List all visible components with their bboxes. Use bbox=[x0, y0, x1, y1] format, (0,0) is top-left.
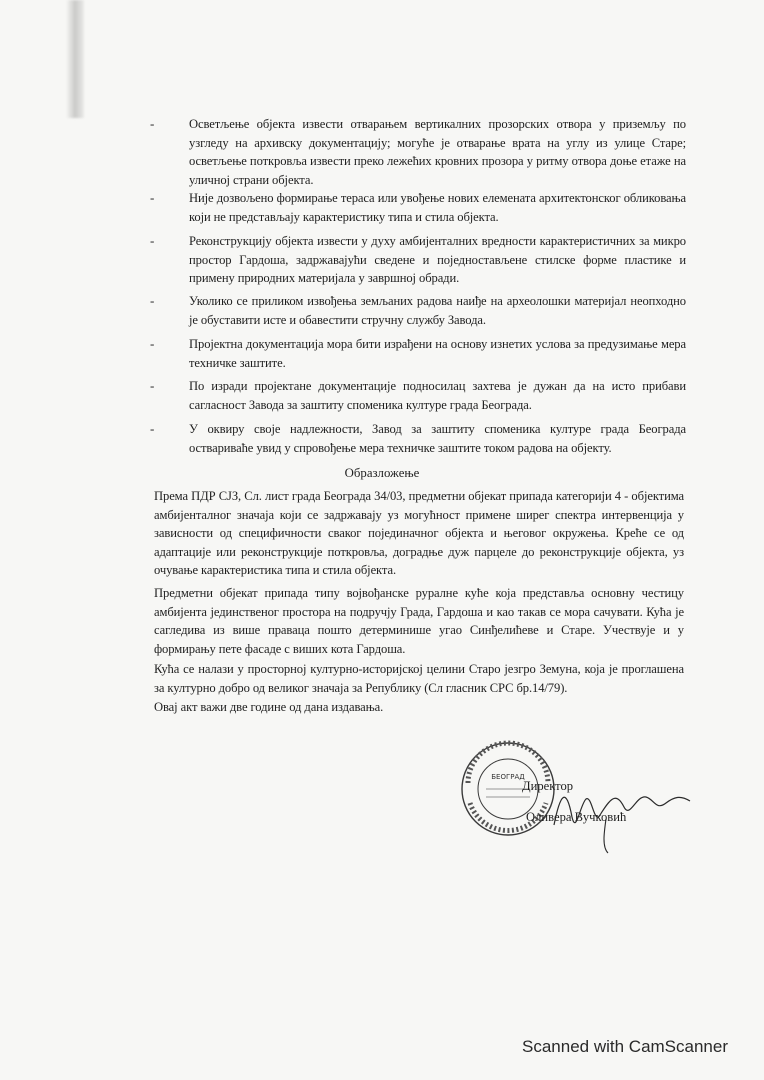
signatory-title: Директор bbox=[522, 779, 574, 793]
condition-item bbox=[150, 292, 686, 329]
condition-item bbox=[150, 189, 686, 226]
condition-text: Пројектна документација мора бити израђени на основу изнетих услова за предузимање мера техничке заштите. bbox=[189, 337, 686, 370]
paragraph: Кућа се налази у просторној културно-историјској целини Старо језгро Земуна, која је проглашена за културно добро од великог значаја за Републику (Сл гласник СРС бр.14/79). bbox=[154, 662, 684, 695]
dash-icon: - bbox=[150, 336, 155, 351]
condition-item bbox=[150, 115, 686, 189]
paragraph: Овај акт важи две године од дана издавања. bbox=[154, 700, 384, 714]
condition-text: Реконструкцију објекта извести у духу амбијенталних вредности карактеристичних за микро простор Гардоша, задржавајући сведене и поједностављене стилске форме пластике и примену природних материјала у завршној обради. bbox=[189, 234, 686, 286]
handwritten-signature-icon bbox=[520, 755, 710, 855]
condition-text: У оквиру своје надлежности, Завод за заштиту споменика културе града Београда оствариваће увид у спровођење мера техничке заштите током радова на објекту. bbox=[189, 422, 686, 455]
dash-icon: - bbox=[150, 190, 155, 205]
paragraph: Предметни објекат припада типу војвођанске руралне куће која представља основну честицу амбијента јединственог простора на подручју Града, Гардоша и као такав се мора сачувати. Кућа је сагледива из више правацa пошто детерминише угао Синђелићеве и Старе. Учествује и у формирању пете фасаде с виших кота Гардоша. bbox=[154, 586, 684, 656]
dash-icon: - bbox=[150, 421, 155, 436]
condition-item bbox=[150, 377, 686, 414]
seal-city-text: БЕОГРАД bbox=[491, 773, 525, 781]
dash-icon: - bbox=[150, 293, 155, 308]
condition-text: Осветљење објекта извести отварањем вертикалних прозорских отвора у приземљу по узгледу на архивску документацију; могуће је отварање врата на углу из улице Старе; осветљење поткровља извести преко лежећих кровних прозора у ритму отвора доње етаже на уличној страни објекта. bbox=[189, 117, 686, 187]
signatory-name: Оливера Вучковић bbox=[526, 810, 627, 824]
condition-item bbox=[150, 335, 686, 372]
condition-item bbox=[150, 232, 686, 288]
scanner-watermark: Scanned with CamScanner bbox=[522, 1037, 729, 1056]
dash-icon: - bbox=[150, 233, 155, 248]
paragraph: Према ПДР СЈЗ, Сл. лист града Београда 34/03, предметни објекат припада категорији 4 - објектима амбијенталног значаја који се задржавају уз могућност примене ширег спектра интервенција у зависности од специфичности сваког појединачног објекта и његовог окружења. Креће се од адаптације или реконструкције поткровља, доградње дуж парцеле до реконструкције објекта, уз очување карактеристика типа и стила објекта. bbox=[154, 489, 684, 578]
dash-icon: - bbox=[150, 378, 155, 393]
condition-text: Није дозвољено формирање тераса или увођење нових елемената архитектонског обликовања који не представљају карактеристику типа и стила објекта. bbox=[189, 191, 686, 224]
condition-text: По изради пројектане документације подносилац захтева је дужан да на исто прибави сагласност Завода за заштиту споменика културе града Београда. bbox=[189, 379, 686, 412]
dash-icon: - bbox=[150, 116, 155, 131]
section-heading: Образложење bbox=[344, 466, 420, 480]
condition-text: Уколико се приликом извођења земљаних радова наиђе на археолошки материјал неопходно је обуставити исте и обавестити стручну службу Завода. bbox=[189, 294, 686, 327]
signature-block bbox=[450, 735, 710, 855]
condition-item bbox=[150, 420, 686, 457]
scan-smudge bbox=[66, 0, 84, 118]
